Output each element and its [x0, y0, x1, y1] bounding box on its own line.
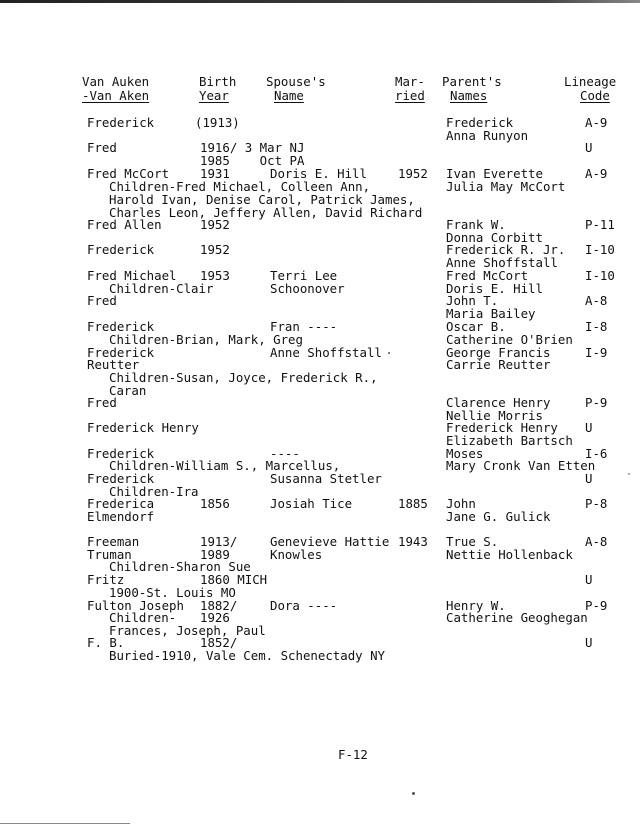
entry-name: Fred Allen: [87, 217, 162, 232]
entry-code: I-10: [585, 268, 615, 283]
entry-spouse: Terri Lee: [270, 268, 338, 283]
header-married-2: ried: [395, 88, 425, 103]
entry-name: Frederick: [87, 446, 155, 461]
entry-children: Charles Leon, Jeffery Allen, David Richard: [109, 205, 423, 220]
header-lineage-1: Lineage: [564, 74, 617, 89]
entry-birth: 1882/: [200, 598, 238, 613]
entry-name: Fred: [87, 395, 117, 410]
entry-birth: 1989: [200, 547, 230, 562]
entry-code: A-8: [585, 534, 608, 549]
entry-parent: Julia May McCort: [446, 179, 566, 194]
entry-parent: Fred McCort: [446, 268, 529, 283]
entry-name: Reutter: [87, 357, 140, 372]
entry-parent: Mary Cronk Van Etten: [446, 458, 596, 473]
entry-name: Fred: [87, 293, 117, 308]
header-parents-2: Names: [450, 88, 488, 103]
entry-children: Frances, Joseph, Paul: [109, 623, 266, 638]
entry-parent: Frederick: [446, 115, 514, 130]
entry-children: Children-William S., Marcellus,: [109, 458, 341, 473]
entry-parent: Clarence Henry: [446, 395, 551, 410]
entry-code: I-9: [585, 345, 608, 360]
header-spouse-1: Spouse's: [266, 74, 326, 89]
entry-parent: Maria Bailey: [446, 306, 536, 321]
entry-parent: Elizabeth Bartsch: [446, 433, 573, 448]
entry-children: Children-Clair: [109, 281, 214, 296]
entry-code: U: [585, 471, 593, 486]
scan-speck: [628, 473, 630, 475]
entry-name: Truman: [87, 547, 132, 562]
entry-name: Frederick: [87, 242, 155, 257]
entry-birth: (1913): [195, 115, 240, 130]
header-birth-2: Year: [199, 88, 229, 103]
entry-code: A-9: [585, 166, 608, 181]
entry-parent: John: [446, 496, 476, 511]
entry-parent: Nettie Hollenback: [446, 547, 573, 562]
top-border-rule: [0, 0, 640, 3]
entry-name: F. B.: [87, 635, 125, 650]
scan-speck: [412, 792, 415, 795]
entry-name: Elmendorf: [87, 509, 155, 524]
entry-code: U: [585, 420, 593, 435]
entry-birth: 1852/: [200, 635, 238, 650]
entry-name: Frederica: [87, 496, 155, 511]
entry-married: 1952: [398, 166, 428, 181]
header-married-1: Mar-: [395, 74, 425, 89]
header-spouse-2: Name: [274, 88, 304, 103]
entry-name: Frederick: [87, 345, 155, 360]
entry-children: Children-Brian, Mark, Greg: [109, 332, 303, 347]
entry-birth: 1952: [200, 217, 230, 232]
entry-code: A-8: [585, 293, 608, 308]
entry-name: Frederick: [87, 319, 155, 334]
entry-code: U: [585, 635, 593, 650]
entry-parent: Anne Shoffstall: [446, 255, 558, 270]
entry-birth-cont: 1985 Oct PA: [200, 153, 305, 168]
entry-birth: 1916/ 3 Mar NJ: [200, 140, 305, 155]
entry-name: Fred McCort: [87, 166, 170, 181]
entry-name: Fritz: [87, 572, 125, 587]
header-surname-2: -Van Aken: [82, 88, 150, 103]
entry-parent: Frederick R. Jr.: [446, 242, 566, 257]
scan-speck: [388, 352, 390, 354]
entry-parent: Frederick Henry: [446, 420, 558, 435]
entry-note: 1900-St. Louis MO: [109, 585, 236, 600]
entry-children: Harold Ivan, Denise Carol, Patrick James,: [109, 192, 415, 207]
entry-note: Buried-1910, Vale Cem. Schenectady NY: [109, 648, 386, 663]
entry-code: U: [585, 140, 593, 155]
entry-spouse: Doris E. Hill: [270, 166, 367, 181]
entry-children: Children-Ira: [109, 484, 199, 499]
entry-code: P-8: [585, 496, 608, 511]
header-lineage-2: Code: [580, 88, 610, 103]
entry-birth: 1856: [200, 496, 230, 511]
entry-parent: John T.: [446, 293, 499, 308]
entry-parent: Moses: [446, 446, 484, 461]
entry-spouse: Genevieve Hattie: [270, 534, 390, 549]
entry-name: Freeman: [87, 534, 140, 549]
entry-parent: Donna Corbitt: [446, 230, 543, 245]
entry-parent: George Francis: [446, 345, 551, 360]
entry-parent: True S.: [446, 534, 499, 549]
entry-parent: Doris E. Hill: [446, 281, 543, 296]
entry-code: I-8: [585, 319, 608, 334]
entry-married: 1943: [398, 534, 428, 549]
entry-children: Children-: [109, 610, 177, 625]
entry-children: Children-Sharon Sue: [109, 559, 251, 574]
entry-parent: Frank W.: [446, 217, 506, 232]
entry-name: Frederick: [87, 115, 155, 130]
entry-spouse: Schoonover: [270, 281, 345, 296]
entry-name: Fulton Joseph: [87, 598, 184, 613]
entry-parent: Henry W.: [446, 598, 506, 613]
entry-children: Children-Susan, Joyce, Frederick R.,: [109, 370, 378, 385]
entry-spouse: Fran ----: [270, 319, 338, 334]
entry-parent: Ivan Everette: [446, 166, 543, 181]
entry-code: U: [585, 572, 593, 587]
entry-code: A-9: [585, 115, 608, 130]
entry-name: Fred: [87, 140, 117, 155]
entry-spouse: Josiah Tice: [270, 496, 353, 511]
entry-birth-cont: 1926: [200, 610, 230, 625]
entry-parent: Catherine O'Brien: [446, 332, 573, 347]
entry-spouse: ----: [270, 446, 300, 461]
entry-spouse: Anne Shoffstall: [270, 345, 382, 360]
entry-birth: 1860 MICH: [200, 572, 268, 587]
entry-name: Frederick: [87, 471, 155, 486]
entry-parent: Nellie Morris: [446, 408, 543, 423]
entry-parent: Anna Runyon: [446, 128, 529, 143]
entry-name: Frederick Henry: [87, 420, 199, 435]
entry-children: Children-Fred Michael, Colleen Ann,: [109, 179, 371, 194]
entry-code: I-6: [585, 446, 608, 461]
entry-children: Caran: [109, 383, 147, 398]
entry-birth: 1931: [200, 166, 230, 181]
entry-parent: Catherine Geoghegan: [446, 610, 588, 625]
header-parents-1: Parent's: [442, 74, 502, 89]
scan-edge-mark: [0, 823, 130, 824]
entry-birth: 1953: [200, 268, 230, 283]
entry-code: P-11: [585, 217, 615, 232]
entry-parent: Oscar B.: [446, 319, 506, 334]
entry-parent: Carrie Reutter: [446, 357, 551, 372]
entry-code: P-9: [585, 395, 608, 410]
header-birth-1: Birth: [199, 74, 237, 89]
entry-birth: 1913/: [200, 534, 238, 549]
entry-birth: 1952: [200, 242, 230, 257]
header-surname-1: Van Auken: [82, 74, 150, 89]
page-number: F-12: [338, 747, 368, 762]
entry-spouse: Knowles: [270, 547, 323, 562]
entry-code: I-10: [585, 242, 615, 257]
entry-spouse: Dora ----: [270, 598, 338, 613]
entry-spouse: Susanna Stetler: [270, 471, 382, 486]
entry-married: 1885: [398, 496, 428, 511]
entry-code: P-9: [585, 598, 608, 613]
entry-parent: Jane G. Gulick: [446, 509, 551, 524]
entry-name: Fred Michael: [87, 268, 177, 283]
